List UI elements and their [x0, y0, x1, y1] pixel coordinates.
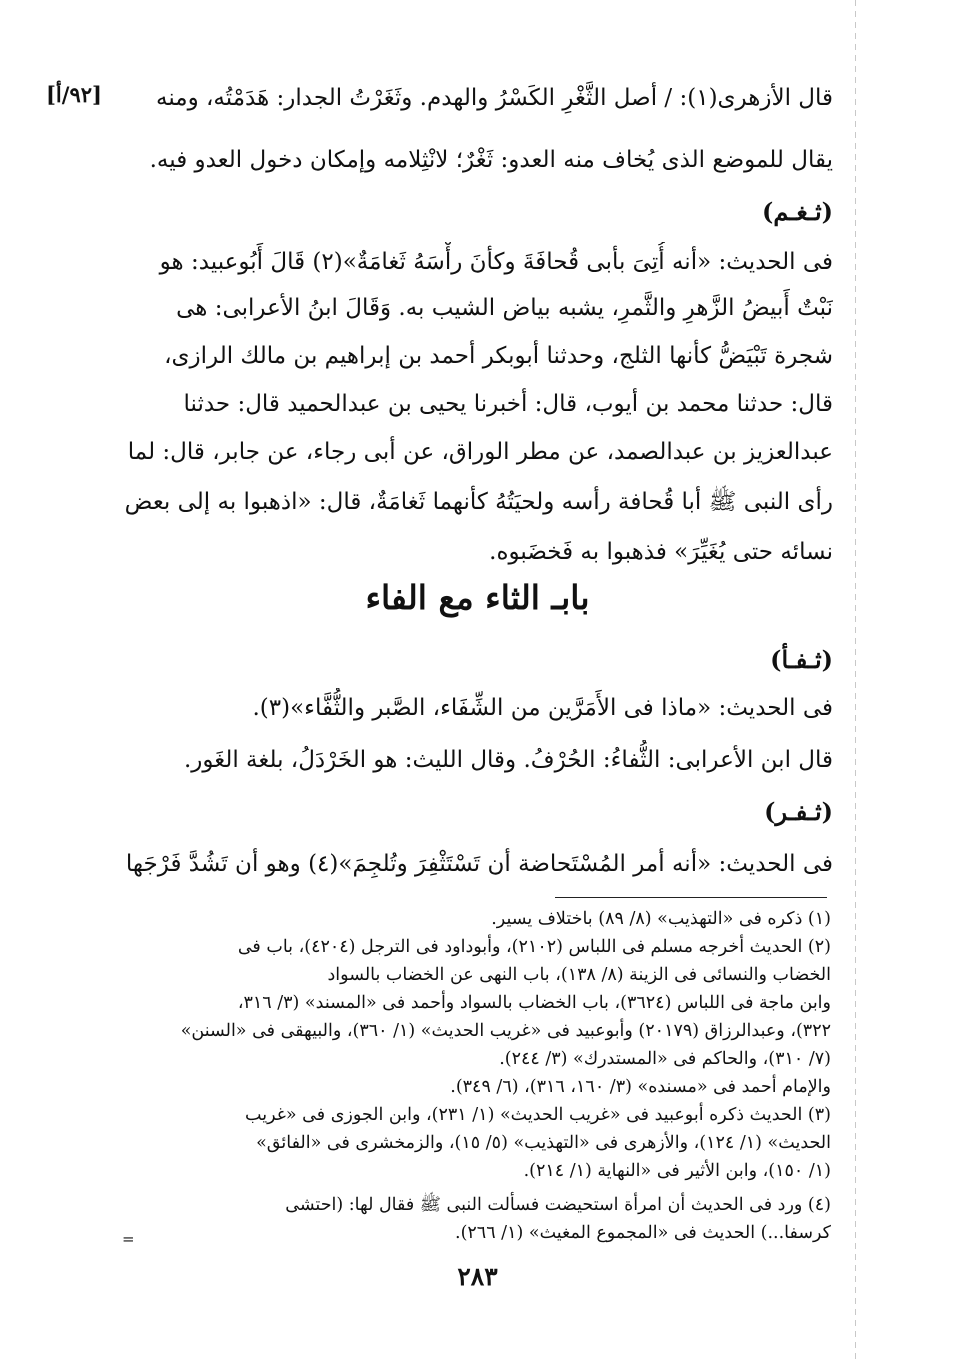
- footnote-line: (١/ ١٥٠)، وابن الأثير فى «النهاية (١/ ٢١٤).: [523, 1161, 831, 1181]
- continuation-mark: =: [122, 1230, 135, 1248]
- footnote-line: كرسفا...) الحديث فى «المجموع المغيث» (١/ ٢٦٦).: [455, 1223, 831, 1243]
- footnote-separator: [555, 897, 827, 898]
- text-line-3: فى الحديث: «أنه أُتِىَ بأبى قُحافَةَ وكأنَ رأْسَهُ ثَغامَةٌ»(٢) قَالَ أَبُوعبيد: هو: [159, 249, 833, 275]
- text-line-1: قال الأزهرى(١): / أصل الثَّغْرِ الكَسْرُ والهدم. وثَغَرْتُ الجدار: هَدَمْتُه، ومنه: [156, 85, 833, 111]
- text-line-12: فى الحديث: «أنه أمر المُسْتَحاضة أن تَسْتَثْفِرَ وتُلجِمَ»(٤) وهو أن تَشُدَّ فَرْجَها: [125, 851, 833, 877]
- text-line-9: نسائه حتى يُغَيِّرَ» فذهبوا به فَخضَبوه.: [489, 539, 833, 565]
- text-line-6: قال: حدثنا محمد بن أيوب، قال: أخبرنا يحيى بن عبدالحميد قال: حدثنا: [183, 391, 833, 417]
- footnote-line: والإمام أحمد فى «مسنده» (٣/ ١٦٠، ٣١٦)، (٦/ ٣٤٩).: [450, 1077, 831, 1097]
- text-line-4: نَبْتٌ أَبيضُ الزَّهرِ والثَّمرِ، يشبه بياض الشيب به. وَقَالَ ابنُ الأعرابى: هى: [176, 295, 833, 321]
- footnote-line: ٣٢٢)، وعبدالرزاق (٢٠١٧٩) وأبوعبيد فى «غريب الحديث» (١/ ٣٦٠)، والبيهقى فى «السنن»: [180, 1021, 831, 1041]
- chapter-title: بابـ الثاء مع الفاء: [365, 578, 590, 617]
- footnote-line: (٢) الحديث أخرجه مسلم فى اللباس (٢١٠٢)، وأبوداود فى الترجل (٤٢٠٤)، باب فى: [237, 937, 831, 957]
- text-line-5: شجرة تَبْيَضُّ كأنها الثلج، وحدثنا أبوبكر أحمد بن إبراهيم بن مالك الرازى،: [164, 343, 833, 369]
- text-line-11: قال ابن الأعرابى: الثُّفاءُ: الحُرْفُ. وقال الليث: هو الخَرْدَلُ، بلغة الغَور.: [183, 747, 833, 773]
- footnote-line: (٧/ ٣١٠)، والحاكم فى «المستدرك» (٣/ ٢٤٤).: [499, 1049, 831, 1069]
- text-line-10: فى الحديث: «ماذا فى الأَمَرَّين من الشِّفَاء، الصَّبر والثُّفَّاء»(٣).: [252, 695, 833, 721]
- page-number: ٢٨٣: [457, 1262, 498, 1291]
- footnote-line: الخضاب والنسائى فى الزينة (٨/ ١٣٨)، باب النهى عن الخضاب بالسواد: [327, 965, 831, 985]
- text-line-8: رأى النبى ﷺ أبا قُحافة رأسه ولحيَتُهُ كأنهما ثَغامَةٌ، قال: «اذهبوا به إلى بعض: [124, 489, 833, 515]
- text-line-2: يقال للموضع الذى يُخاف منه العدو: ثَغْرٌ؛ لانْثِلامه وإمكان دخول العدو فيه.: [149, 147, 833, 173]
- footnote-line: وابن ماجة فى اللباس (٣٦٢٤)، باب الخضاب بالسواد وأحمد فى «المسند» (٣/ ٣١٦،: [237, 993, 831, 1013]
- footnote-line: (٣) الحديث ذكره أبوعبيد فى «غريب الحديث» (١/ ٢٣١)، وابن الجوزى فى «غريب: [245, 1105, 831, 1125]
- entry-heading-thagham: (ثـغـم): [761, 197, 833, 226]
- footnote-line: (١) ذكره فى «التهذيب» (٨/ ٨٩) باختلاف يسير.: [491, 909, 831, 929]
- footnote-line: الحديث» (١/ ١٢٤)، والأزهرى فى «التهذيب» (٥/ ١٥)، والزمخشرى فى «الفائق»: [256, 1133, 831, 1153]
- text-line-7: عبدالعزيز بن عبدالصمد، عن مطر الوراق، عن أبى رجاء، عن جابر، قال: لما: [127, 439, 833, 465]
- entry-heading-thafar: (ثـفـر): [764, 797, 833, 826]
- manuscript-folio-ref: [٩٢/أ]: [46, 82, 102, 107]
- scan-artifact-line: [855, 0, 856, 1362]
- entry-heading-thufa: (ثـفـأ): [770, 645, 833, 674]
- footnote-line: (٤) ورد فى الحديث أن امرأة استحيضت فسألت النبى ﷺ فقال لها: (احتشى: [285, 1195, 831, 1215]
